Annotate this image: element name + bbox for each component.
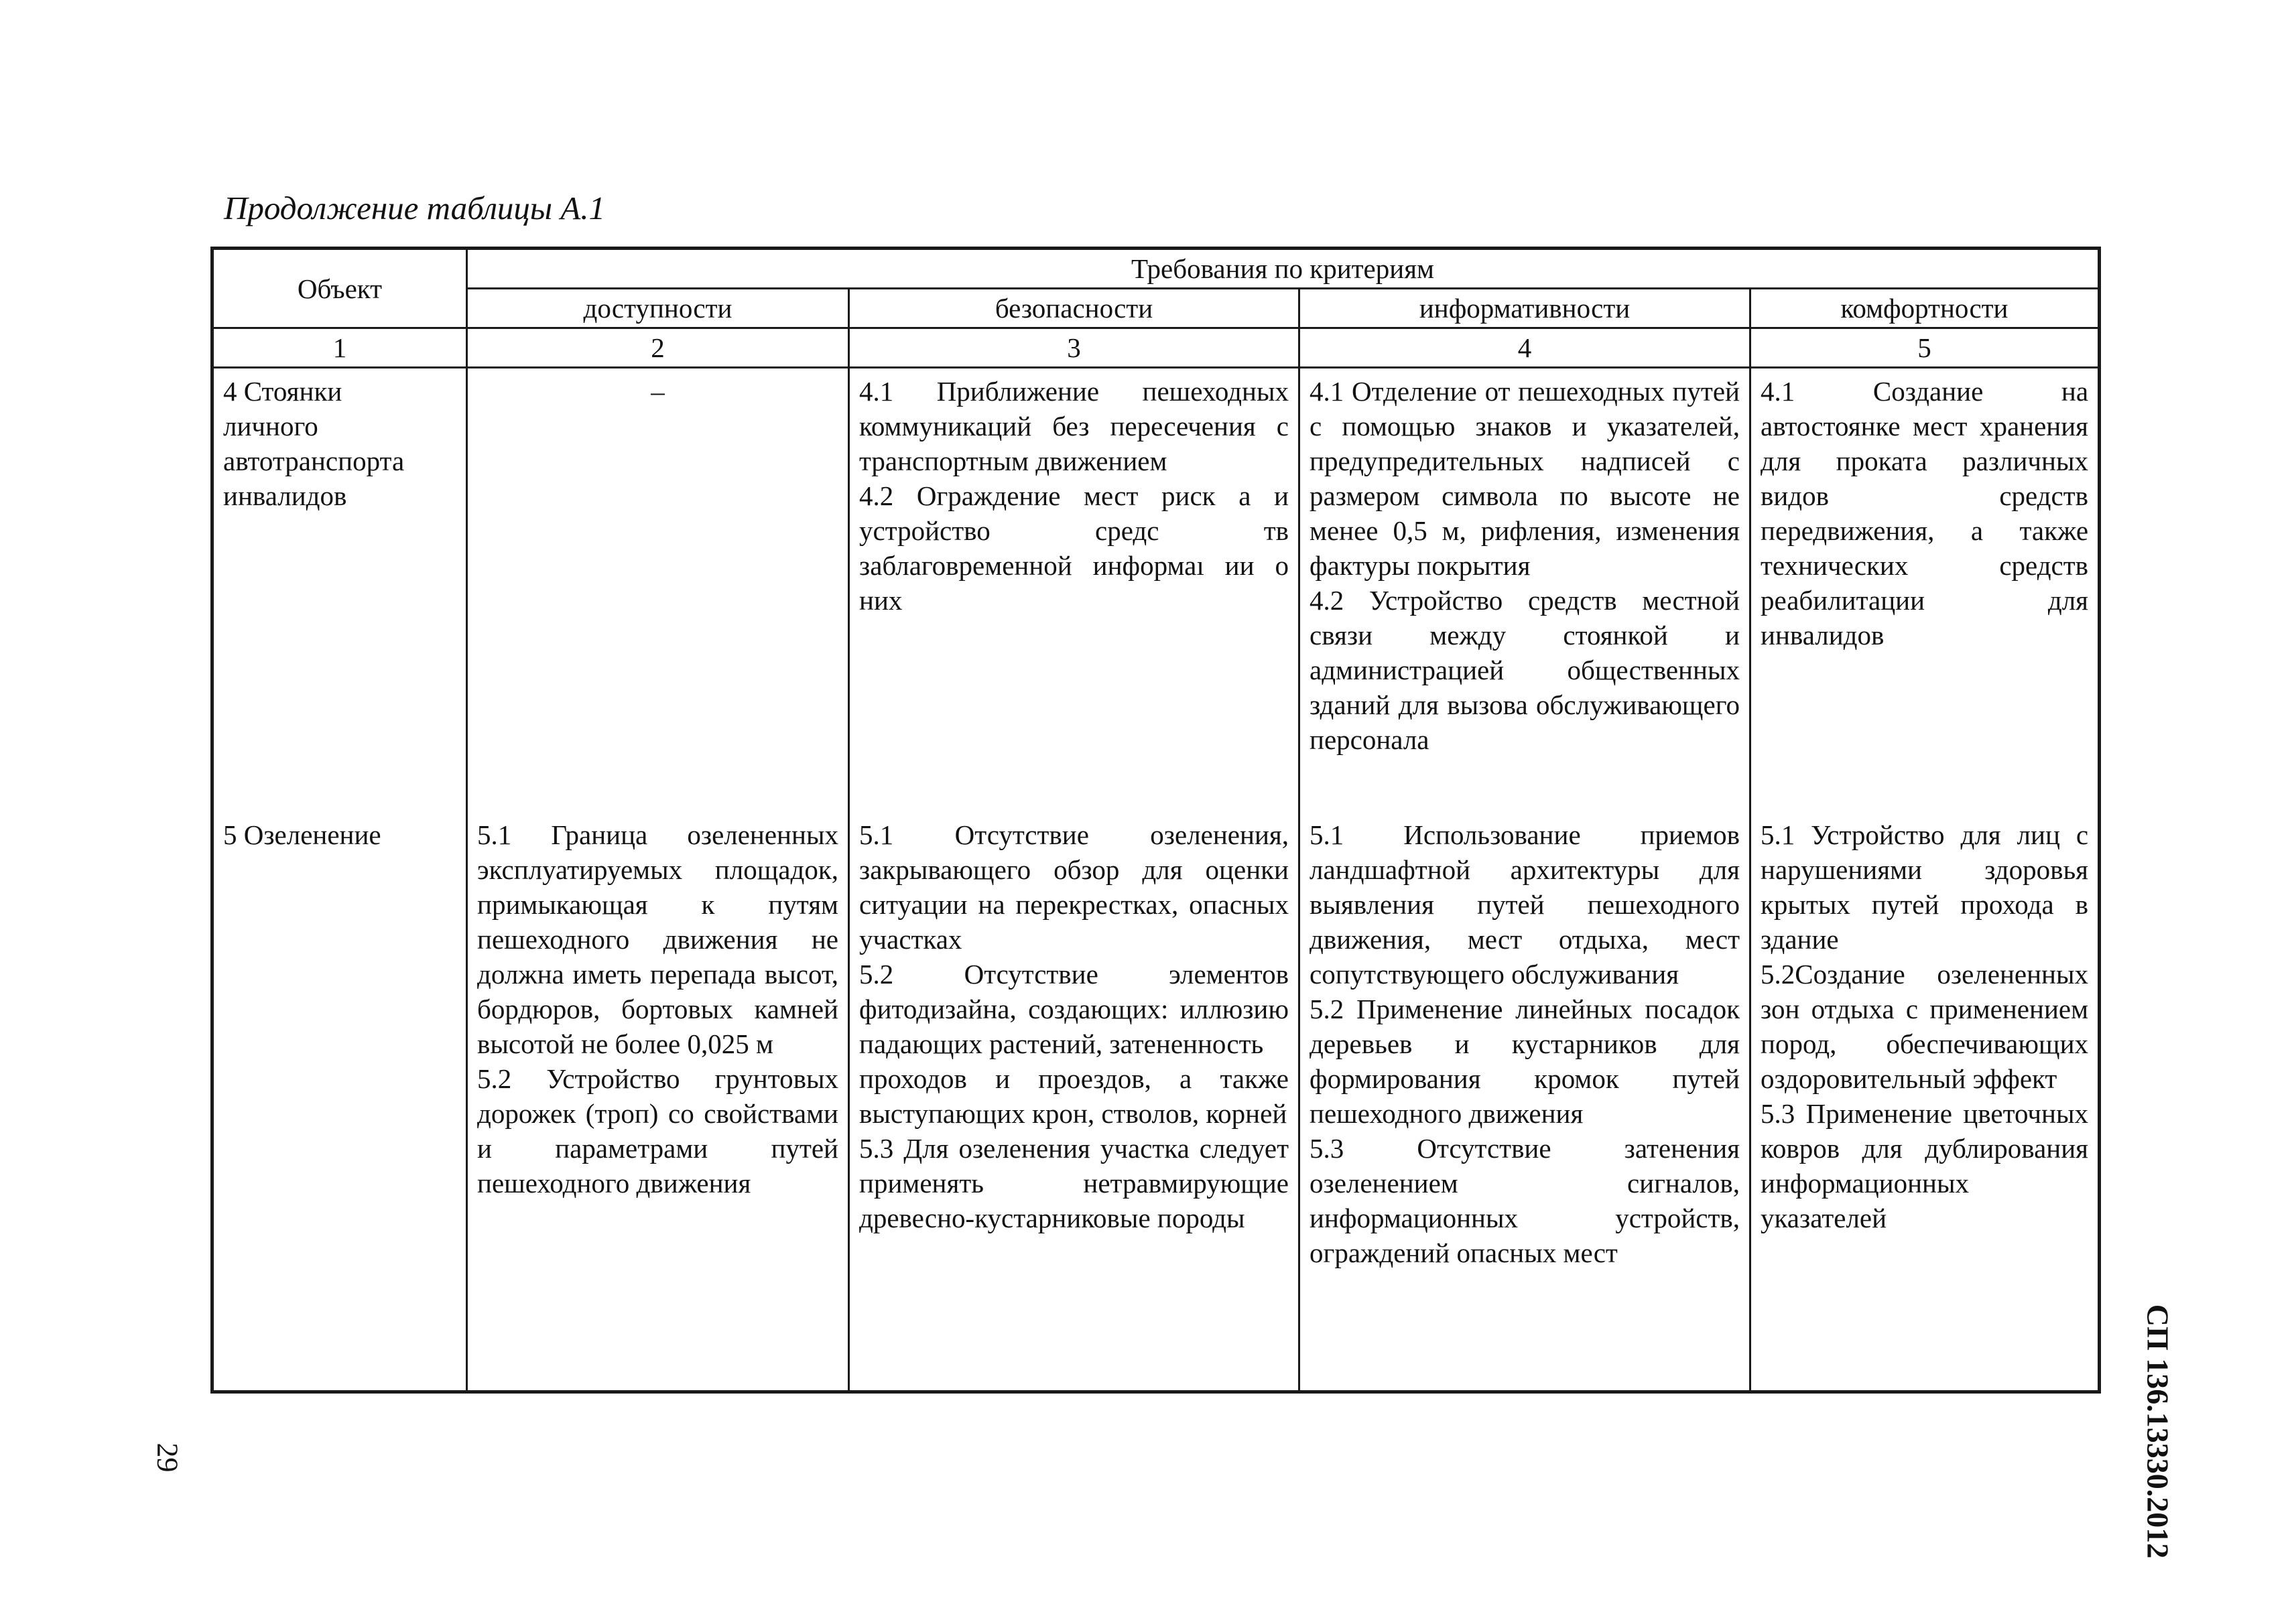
requirement-text: 4.1 Отделение от пешеходных путей с помощью знаков и указателей, предупредительных надписей с размером символа по высоте не менее 0,5 м, рифления, изменения фактуры покрытия bbox=[1310, 376, 1740, 581]
column-number: 1 bbox=[212, 328, 467, 368]
table-row bbox=[212, 817, 2100, 1392]
requirement-text: – bbox=[651, 376, 665, 407]
header-criteria-group: Требования по критериям bbox=[467, 249, 2100, 289]
object-name: 4 Стоянки личного автотранспорта инвалидов bbox=[223, 376, 405, 511]
requirement-text: 4.2 Ограждение мест риск а и устройство средс тв заблаговременной информаı ии о них bbox=[859, 480, 1289, 616]
requirement-text: 5.2 Применение линейных посадок деревьев и кустарников для формирования кромок путей пешеходного движения bbox=[1310, 994, 1740, 1129]
requirement-text: 5.1 Использование приемов ландшафтной архитектуры для выявления путей пешеходного движения, мест отдыха, мест сопутствующего обслуживания bbox=[1310, 819, 1740, 990]
header-object: Объект bbox=[212, 249, 467, 328]
requirement-text: 5.3 Для озеленения участка следует применять нетравмирующие древесно-кустарниковые породы bbox=[859, 1133, 1289, 1233]
cell-safety bbox=[849, 368, 1299, 818]
document-code: СП 136.13330.2012 bbox=[2141, 1304, 2175, 1559]
page-number: 29 bbox=[151, 1442, 184, 1473]
cell-object bbox=[212, 368, 467, 818]
requirement-text: 4.1 Приближение пешеходных коммуникаций без пересечения с транспортным движением bbox=[859, 376, 1289, 476]
header-accessibility: доступности bbox=[467, 289, 849, 328]
requirement-text: 4.1 Создание на автостоянке мест хранения для проката различных видов средств передвижения, а также технических средств реабилитации для инвалидов bbox=[1761, 376, 2089, 651]
column-number: 5 bbox=[1750, 328, 2100, 368]
requirement-text: 5.1 Отсутствие озеленения, закрывающего обзор для оценки ситуации на перекрестках, опасных участках bbox=[859, 819, 1289, 955]
header-comfort: комфортности bbox=[1750, 289, 2100, 328]
column-number: 4 bbox=[1299, 328, 1750, 368]
requirement-text: 5.2 Отсутствие элементов фитодизайна, создающих: иллюзию падающих растений, затененность bbox=[859, 959, 1289, 1059]
requirement-text: 5.1 Устройство для лиц с нарушениями здоровья крытых путей прохода в здание bbox=[1761, 819, 2089, 955]
cell-safety bbox=[849, 817, 1299, 1392]
requirement-text: проходов и проездов, а также выступающих крон, стволов, корней bbox=[859, 1063, 1289, 1129]
header-informativeness: информативности bbox=[1299, 289, 1750, 328]
requirements-table bbox=[210, 247, 2101, 1394]
cell-accessibility bbox=[467, 817, 849, 1392]
requirement-text: 5.1 Граница озелененных эксплуатируемых площадок, примыкающая к путям пешеходного движения не должна иметь перепада высот, бордюров, бортовых камней высотой не более 0,025 м bbox=[477, 819, 838, 1059]
column-number: 2 bbox=[467, 328, 849, 368]
cell-accessibility bbox=[467, 368, 849, 818]
requirement-text: 5.3 Отсутствие затенения озеленением сигналов, информационных устройств, ограждений опасных мест bbox=[1310, 1133, 1740, 1268]
object-name: 5 Озеленение bbox=[223, 819, 381, 850]
requirement-text: 4.2 Устройство средств местной связи между стоянкой и администрацией общественных зданий для вызова обслуживающего персонала bbox=[1310, 585, 1740, 755]
table-row bbox=[212, 368, 2100, 818]
cell-comfort bbox=[1750, 817, 2100, 1392]
cell-object bbox=[212, 817, 467, 1392]
requirement-text: 5.2Создание озелененных зон отдыха с применением пород, обеспечивающих оздоровительный эффект bbox=[1761, 959, 2089, 1094]
requirement-text: 5.2 Устройство грунтовых дорожек (троп) со свойствами и параметрами путей пешеходного движения bbox=[477, 1063, 838, 1199]
cell-comfort bbox=[1750, 368, 2100, 818]
column-number: 3 bbox=[849, 328, 1299, 368]
requirement-text: 5.3 Применение цветочных ковров для дублирования информационных указателей bbox=[1761, 1098, 2089, 1233]
table-caption: Продолжение таблицы А.1 bbox=[224, 190, 606, 226]
header-safety: безопасности bbox=[849, 289, 1299, 328]
cell-informativeness bbox=[1299, 368, 1750, 818]
cell-informativeness bbox=[1299, 817, 1750, 1392]
